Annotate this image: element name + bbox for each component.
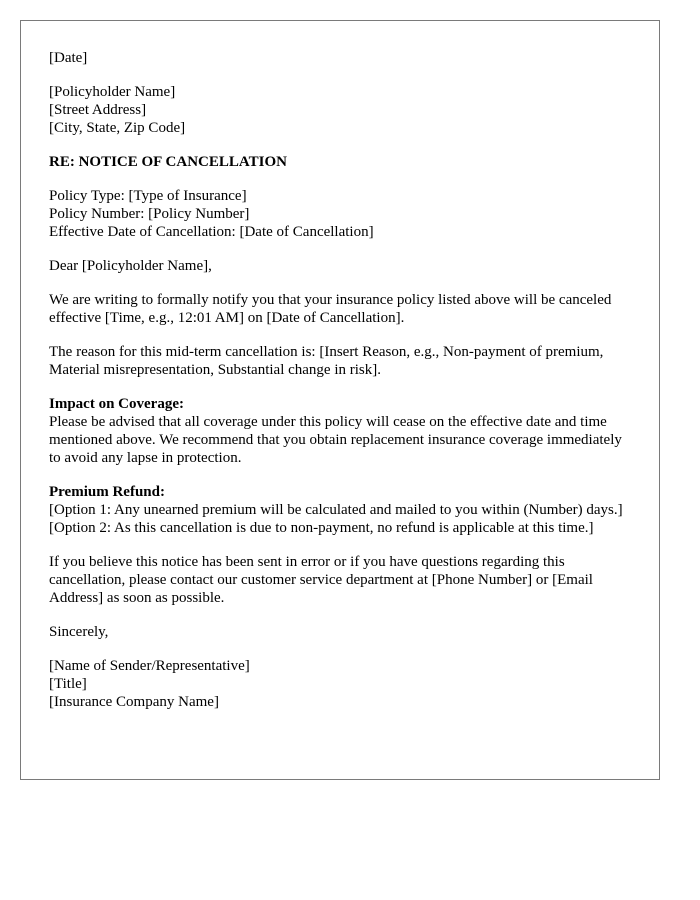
intro-text: We are writing to formally notify you that your insurance policy listed above will be canceled effective [Time, e.g., 12:01 AM] on [Date of Cancellation]. — [49, 292, 612, 326]
policy-number: Policy Number: [Policy Number] — [49, 206, 250, 222]
reason-paragraph — [49, 343, 631, 379]
subject-block — [49, 153, 631, 171]
recipient-address — [49, 83, 631, 137]
intro-paragraph — [49, 291, 631, 327]
closing: Sincerely, — [49, 624, 109, 640]
impact-section — [49, 395, 631, 467]
recipient-street: [Street Address] — [49, 102, 147, 118]
refund-heading: Premium Refund: — [49, 484, 165, 500]
policy-details — [49, 187, 631, 241]
impact-heading: Impact on Coverage: — [49, 396, 184, 412]
signature-title: [Title] — [49, 676, 87, 692]
contact-paragraph — [49, 553, 631, 607]
date-block — [49, 49, 631, 67]
salutation-block — [49, 257, 631, 275]
policy-effective-date: Effective Date of Cancellation: [Date of Cancellation] — [49, 224, 374, 240]
signature-company: [Insurance Company Name] — [49, 694, 219, 710]
policy-type: Policy Type: [Type of Insurance] — [49, 188, 247, 204]
refund-option-1: [Option 1: Any unearned premium will be calculated and mailed to you within (Number) days.] — [49, 502, 623, 518]
signature-block — [49, 657, 631, 711]
reason-text: The reason for this mid-term cancellation is: [Insert Reason, e.g., Non-payment of premium, Material misrepresentation, Substantial change in risk]. — [49, 344, 604, 378]
refund-section — [49, 483, 631, 537]
letter-page — [20, 20, 660, 780]
letter-date: [Date] — [49, 50, 88, 66]
salutation: Dear [Policyholder Name], — [49, 258, 212, 274]
refund-option-2: [Option 2: As this cancellation is due to non-payment, no refund is applicable at this time.] — [49, 520, 594, 536]
signature-name: [Name of Sender/Representative] — [49, 658, 250, 674]
closing-block — [49, 623, 631, 641]
recipient-name: [Policyholder Name] — [49, 84, 176, 100]
contact-text: If you believe this notice has been sent in error or if you have questions regarding this cancellation, please contact our customer service department at [Phone Number] or [Email Address] as soon as possible. — [49, 554, 593, 606]
recipient-city: [City, State, Zip Code] — [49, 120, 186, 136]
subject-line: RE: NOTICE OF CANCELLATION — [49, 154, 287, 170]
impact-text: Please be advised that all coverage under this policy will cease on the effective date and time mentioned above. We recommend that you obtain replacement insurance coverage immediately to avoid any lapse in protection. — [49, 414, 622, 466]
